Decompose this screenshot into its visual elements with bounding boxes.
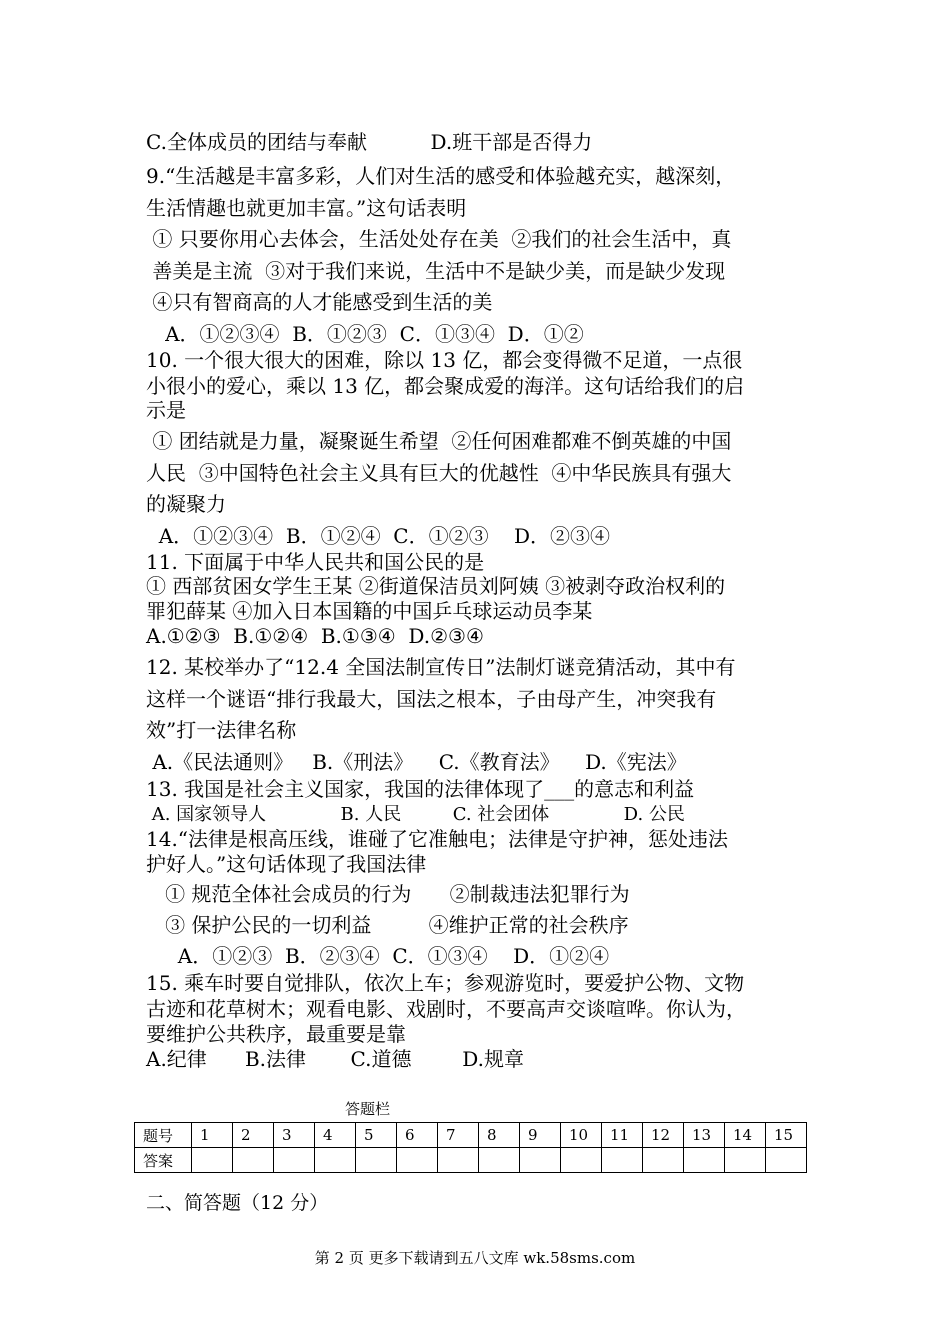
- question-12-stem: 这样一个谜语“排行我最大，国法之根本，子由母产生，冲突我有: [146, 687, 717, 711]
- question-10-statements: ① 团结就是力量，凝聚诞生希望 ②任何困难都难不倒英雄的中国: [146, 429, 732, 453]
- question-14-options: A．①②③ B．②③④ C．①③④ D．①②④: [146, 944, 610, 968]
- answer-cell[interactable]: [561, 1148, 602, 1173]
- question-11-statements: 罪犯薛某 ④加入日本国籍的中国乒乓球运动员李某: [146, 599, 593, 623]
- question-number-cell: 13: [684, 1123, 725, 1148]
- question-number-cell: 1: [192, 1123, 233, 1148]
- question-number-cell: 2: [233, 1123, 274, 1148]
- question-14-stem: 14.“法律是根高压线，谁碰了它准触电；法律是守护神，惩处违法: [146, 827, 729, 851]
- question-number-cell: 7: [438, 1123, 479, 1148]
- question-15-stem: 要维护公共秩序，最重要是靠: [146, 1022, 406, 1046]
- question-10-stem: 10. 一个很大很大的困难，除以 13 亿，都会变得微不足道，一点很: [146, 348, 743, 372]
- question-10-stem: 示是: [146, 398, 186, 422]
- answer-cell[interactable]: [725, 1148, 766, 1173]
- answer-table: [134, 1122, 807, 1173]
- question-15-options: A.纪律 B.法律 C.道德 D.规章: [146, 1047, 524, 1071]
- question-9-stem: 生活情趣也就更加丰富。”这句话表明: [146, 196, 467, 220]
- question-9-statements: ① 只要你用心去体会，生活处处存在美 ②我们的社会生活中，真: [146, 227, 732, 251]
- answer-cell[interactable]: [479, 1148, 520, 1173]
- question-11-stem: 11. 下面属于中华人民共和国公民的是: [146, 550, 485, 574]
- answer-cell[interactable]: [438, 1148, 479, 1173]
- answer-cell[interactable]: [520, 1148, 561, 1173]
- question-11-options: A.①②③ B.①②④ B.①③④ D.②③④: [146, 624, 484, 648]
- question-11-statements: ① 西部贫困女学生王某 ②街道保洁员刘阿姨 ③被剥夺政治权利的: [146, 574, 726, 598]
- answer-cell[interactable]: [602, 1148, 643, 1173]
- question-9-statements: 善美是主流 ③对于我们来说，生活中不是缺少美，而是缺少发现: [146, 259, 726, 283]
- section-title: 二、简答题（12 分）: [146, 1192, 329, 1214]
- question-number-cell: 14: [725, 1123, 766, 1148]
- answer-cell[interactable]: [192, 1148, 233, 1173]
- answer-cell[interactable]: [356, 1148, 397, 1173]
- question-10-statements: 的凝聚力: [146, 492, 226, 516]
- row-header-number: 题号: [135, 1123, 192, 1148]
- question-14-statements: ① 规范全体社会成员的行为 ②制裁违法犯罪行为: [146, 882, 630, 906]
- question-number-cell: 3: [274, 1123, 315, 1148]
- question-10-stem: 小很小的爱心，乘以 13 亿，都会聚成爱的海洋。这句话给我们的启: [146, 374, 745, 398]
- question-15-stem: 古迹和花草树木；观看电影、戏剧时，不要高声交谈喧哗。你认为，: [146, 997, 746, 1021]
- question-number-cell: 12: [643, 1123, 684, 1148]
- question-14-statements: ③ 保护公民的一切利益 ④维护正常的社会秩序: [146, 913, 629, 937]
- question-number-cell: 11: [602, 1123, 643, 1148]
- question-13-stem: 13. 我国是社会主义国家，我国的法律体现了___的意志和利益: [146, 777, 695, 801]
- row-header-answer: 答案: [135, 1148, 192, 1173]
- question-12-stem: 效”打一法律名称: [146, 718, 297, 742]
- question-15-stem: 15. 乘车时要自觉排队，依次上车；参观游览时，要爱护公物、文物: [146, 971, 745, 995]
- answer-cell[interactable]: [766, 1148, 807, 1173]
- question-10-options: A．①②③④ B．①②④ C．①②③ D．②③④: [146, 524, 611, 548]
- question-number-cell: 6: [397, 1123, 438, 1148]
- question-13-options: A. 国家领导人 B. 人民 C. 社会团体 D. 公民: [146, 804, 685, 825]
- question-9-options: A．①②③④ B．①②③ C．①③④ D．①②: [146, 322, 584, 346]
- answer-cell[interactable]: [643, 1148, 684, 1173]
- answer-cell[interactable]: [315, 1148, 356, 1173]
- question-number-cell: 10: [561, 1123, 602, 1148]
- answer-cell[interactable]: [397, 1148, 438, 1173]
- question-10-statements: 人民 ③中国特色社会主义具有巨大的优越性 ④中华民族具有强大: [146, 461, 732, 485]
- question-number-cell: 5: [356, 1123, 397, 1148]
- answer-table-caption: 答题栏: [345, 1100, 391, 1118]
- question-9-statements: ④只有智商高的人才能感受到生活的美: [146, 290, 493, 314]
- question-12-options: A.《民法通则》 B.《刑法》 C.《教育法》 D.《宪法》: [146, 750, 687, 774]
- question-14-stem: 护好人。”这句话体现了我国法律: [146, 852, 427, 876]
- option-line: C.全体成员的团结与奉献 D.班干部是否得力: [146, 130, 593, 154]
- table-row: [135, 1148, 807, 1173]
- answer-cell[interactable]: [684, 1148, 725, 1173]
- question-12-stem: 12. 某校举办了“12.4 全国法制宣传日”法制灯谜竞猜活动，其中有: [146, 655, 736, 679]
- question-number-cell: 4: [315, 1123, 356, 1148]
- question-number-cell: 15: [766, 1123, 807, 1148]
- table-row: [135, 1123, 807, 1148]
- question-number-cell: 8: [479, 1123, 520, 1148]
- question-9-stem: 9.“生活越是丰富多彩，人们对生活的感受和体验越充实，越深刻，: [146, 164, 736, 188]
- answer-cell[interactable]: [274, 1148, 315, 1173]
- question-number-cell: 9: [520, 1123, 561, 1148]
- answer-cell[interactable]: [233, 1148, 274, 1173]
- page-footer: 第 2 页 更多下载请到五八文库 wk.58sms.com: [314, 1249, 636, 1267]
